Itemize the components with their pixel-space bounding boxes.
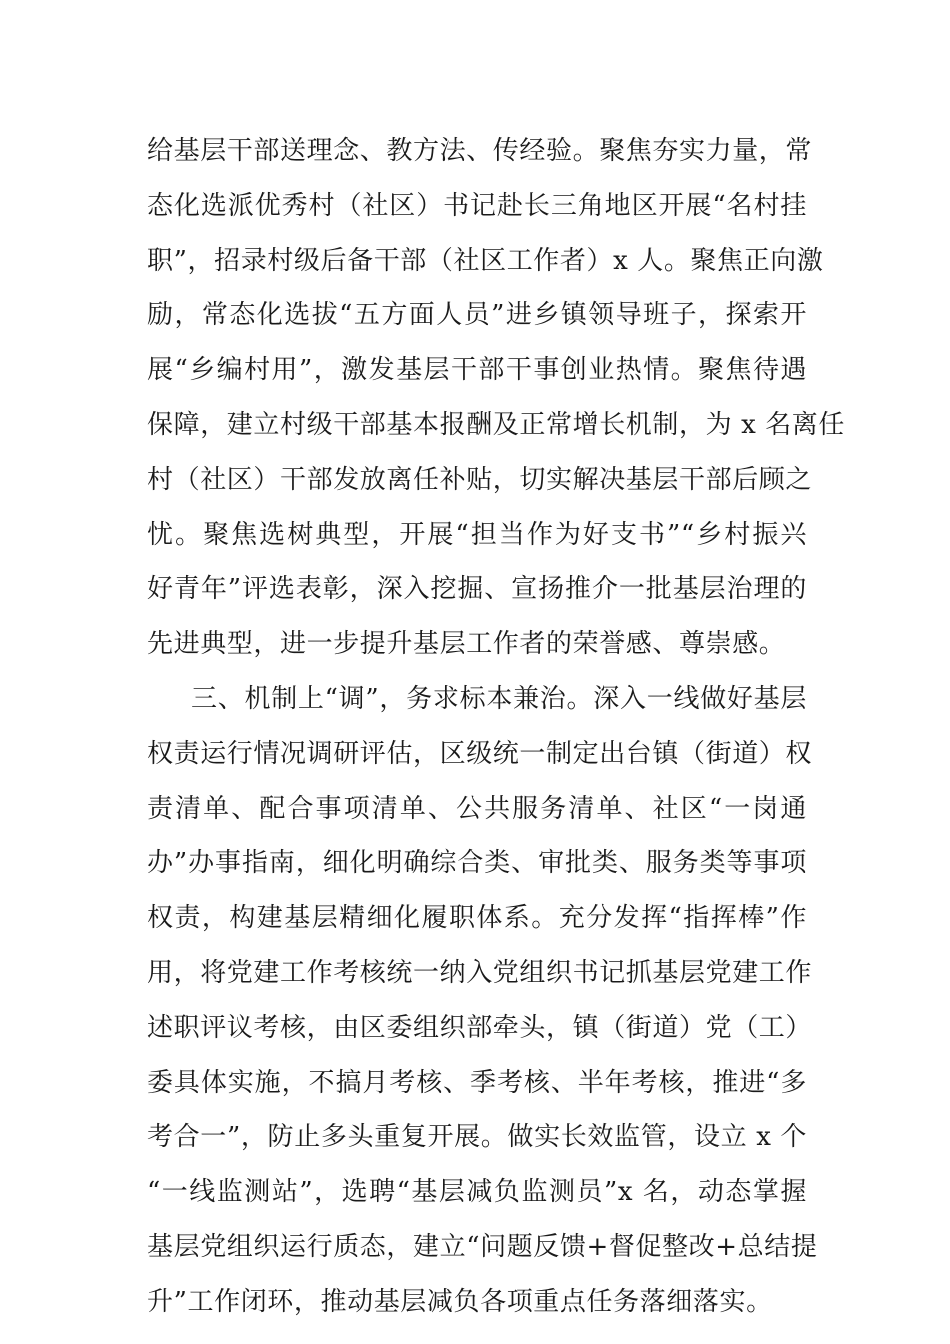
- text-line: 给基层干部送理念、教方法、传经验。聚焦夯实力量，常: [147, 136, 813, 166]
- text-line: 职”，招录村级后备干部（社区工作者）x 人。聚焦正向激: [147, 245, 824, 276]
- text-line: 述职评议考核，由区委组织部牵头，镇（街道）党（工）: [147, 1012, 813, 1043]
- text-line: 权责运行情况调研评估，区级统一制定出台镇（街道）权: [147, 738, 813, 769]
- text-line: 办”办事指南，细化明确综合类、审批类、服务类等事项: [147, 848, 807, 879]
- text-line: 保障，建立村级干部基本报酬及正常增长机制，为 x 名离任: [147, 409, 845, 440]
- text-line: 忧。聚焦选树典型，开展“担当作为好支书”“乡村振兴: [147, 519, 807, 550]
- paragraph-end-line: 升”工作闭环，推动基层减负各项重点任务落细落实。: [147, 1286, 773, 1317]
- text-line: 责清单、配合事项清单、公共服务清单、社区“一岗通: [147, 793, 807, 824]
- text-line: 委具体实施，不搞月考核、季考核、半年考核，推进“多: [147, 1067, 807, 1098]
- text-line: 展“乡编村用”，激发基层干部干事创业热情。聚焦待遇: [147, 355, 807, 386]
- text-line: 权责，构建基层精细化履职体系。充分发挥“指挥棒”作: [147, 903, 807, 934]
- section-heading-line: 三、机制上“调”，务求标本兼治。深入一线做好基层: [191, 683, 807, 714]
- text-line: 好青年”评选表彰，深入挖掘、宣扬推介一批基层治理的: [147, 574, 807, 605]
- text-line: 村（社区）干部发放离任补贴，切实解决基层干部后顾之: [147, 464, 813, 495]
- body-text: [147, 124, 845, 1330]
- text-line: 基层党组织运行质态，建立“问题反馈+督促整改+总结提: [147, 1231, 818, 1262]
- text-line: “一线监测站”，选聘“基层减负监测员”x 名，动态掌握: [147, 1177, 807, 1208]
- paragraph-end-line: 先进典型，进一步提升基层工作者的荣誉感、尊崇感。: [147, 629, 786, 660]
- text-line: 考合一”，防止多头重复开展。做实长效监管，设立 x 个: [147, 1122, 807, 1153]
- text-line: 励，常态化选拔“五方面人员”进乡镇领导班子，探索开: [147, 300, 807, 331]
- text-line: 态化选派优秀村（社区）书记赴长三角地区开展“名村挂: [147, 190, 807, 221]
- text-line: 用，将党建工作考核统一纳入党组织书记抓基层党建工作: [147, 957, 813, 988]
